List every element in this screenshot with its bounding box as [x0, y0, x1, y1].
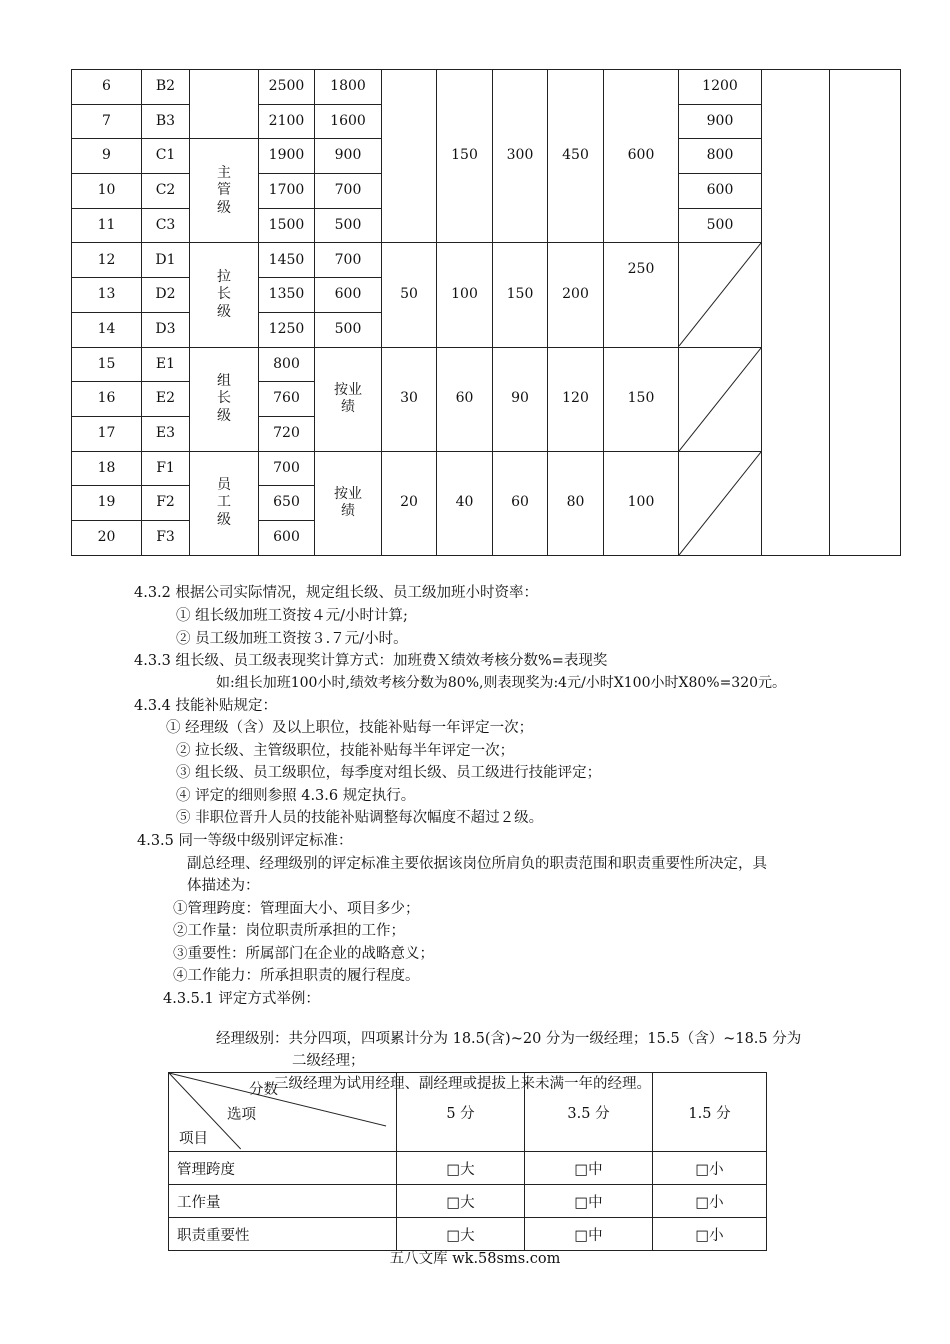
item-label: 职责重要性	[169, 1218, 397, 1251]
base-wage: 1700	[259, 174, 315, 209]
base-wage: 1500	[259, 208, 315, 243]
grade-code: F2	[142, 486, 190, 521]
diagonal-header	[169, 1073, 397, 1152]
performance-basis-text: 按业	[334, 381, 362, 398]
text-line: ④工作能力：所承担职责的履行程度。	[173, 968, 420, 984]
level-char: 工	[217, 494, 231, 511]
empty-column	[830, 70, 901, 556]
text-line: 经理级别：共分四项，四项累计分为 18.5(含)~20 分为一级经理；15.5（含）~18.5 分为	[216, 1031, 802, 1047]
diagonal-cell	[679, 347, 762, 451]
text-line: 体描述为：	[187, 878, 260, 894]
skill-allowance: 800	[679, 139, 762, 174]
allowance-cell: 60	[493, 451, 548, 555]
performance-basis-text: 绩	[341, 503, 355, 520]
table-row	[169, 1218, 767, 1251]
skill-allowance: 600	[679, 174, 762, 209]
performance-wage: 1600	[315, 104, 382, 139]
row-number: 14	[72, 312, 142, 347]
header-option: 选项	[227, 1107, 256, 1123]
row-number: 13	[72, 278, 142, 313]
allowance-cell: 60	[437, 347, 493, 451]
performance-basis	[315, 451, 382, 555]
level-label	[190, 139, 259, 243]
level-label	[190, 347, 259, 451]
footer-watermark: 五八文库 wk.58sms.com	[389, 1251, 561, 1267]
row-number: 11	[72, 208, 142, 243]
grade-code: C1	[142, 139, 190, 174]
grade-code: B3	[142, 104, 190, 139]
performance-basis-text: 按业	[334, 485, 362, 502]
allowance-cell: 100	[604, 451, 679, 555]
level-char: 长	[217, 390, 231, 407]
checkbox-option[interactable]: □小	[653, 1218, 767, 1251]
header-score: 分数	[249, 1082, 278, 1098]
row-number: 12	[72, 243, 142, 278]
grade-code: E3	[142, 416, 190, 451]
allowance-cell: 100	[437, 243, 493, 347]
checkbox-option[interactable]: □小	[653, 1152, 767, 1185]
text-line: ② 拉长级、主管级职位，技能补贴每半年评定一次；	[176, 743, 515, 759]
text-line: ② 员工级加班工资按３.７元/小时。	[176, 631, 408, 647]
row-number: 20	[72, 520, 142, 555]
base-wage: 1900	[259, 139, 315, 174]
text-line: 副总经理、经理级别的评定标准主要依据该岗位所肩负的职责范围和职责重要性所决定，具	[187, 856, 767, 872]
grade-code: C2	[142, 174, 190, 209]
text-line: 如:组长加班100小时,绩效考核分数为80%,则表现奖为:4元/小时X100小时X80%=320元。	[216, 675, 787, 691]
section-4-3-3: 4.3.3 组长级、员工级表现奖计算方式：加班费Ｘ绩效考核分数%=表现奖	[134, 653, 608, 669]
base-wage: 760	[259, 382, 315, 417]
text-line: ③重要性：所属部门在企业的战略意义；	[173, 946, 434, 962]
text-line: ⑤ 非职位晋升人员的技能补贴调整每次幅度不超过２级。	[176, 810, 544, 826]
empty-column	[762, 70, 830, 556]
allowance-cell: 30	[382, 347, 437, 451]
grade-code: D3	[142, 312, 190, 347]
level-char: 组	[217, 372, 231, 389]
checkbox-option[interactable]: □大	[397, 1152, 525, 1185]
performance-wage: 1800	[315, 70, 382, 105]
performance-basis-text: 绩	[341, 399, 355, 416]
wage-table	[71, 69, 901, 556]
performance-wage: 900	[315, 139, 382, 174]
level-char: 长	[217, 286, 231, 303]
header-item: 项目	[179, 1131, 208, 1147]
item-label: 管理跨度	[169, 1152, 397, 1185]
allowance-cell: 120	[548, 347, 604, 451]
checkbox-option[interactable]: □小	[653, 1185, 767, 1218]
base-wage: 1450	[259, 243, 315, 278]
text-line: 三级经理为试用经理、副经理或提拔上来未满一年的经理。	[274, 1076, 651, 1092]
level-char: 管	[217, 182, 231, 199]
skill-allowance: 500	[679, 208, 762, 243]
row-number: 15	[72, 347, 142, 382]
performance-wage: 700	[315, 243, 382, 278]
performance-wage: 700	[315, 174, 382, 209]
grade-code: E1	[142, 347, 190, 382]
level-char: 主	[217, 164, 231, 181]
section-4-3-5-1: 4.3.5.1 评定方式举例：	[163, 991, 320, 1007]
level-char: 拉	[217, 268, 231, 285]
table-row	[169, 1152, 767, 1185]
performance-basis	[315, 347, 382, 451]
grade-code: F1	[142, 451, 190, 486]
base-wage: 1250	[259, 312, 315, 347]
allowance-cell	[382, 70, 437, 243]
section-4-3-2: 4.3.2 根据公司实际情况，规定组长级、员工级加班小时资率：	[134, 585, 539, 601]
diagonal-cell	[679, 243, 762, 347]
level-label	[190, 451, 259, 555]
diagonal-cell	[679, 451, 762, 555]
checkbox-option[interactable]: □中	[525, 1152, 653, 1185]
base-wage: 600	[259, 520, 315, 555]
grade-code: D1	[142, 243, 190, 278]
checkbox-option[interactable]: □中	[525, 1218, 653, 1251]
skill-allowance: 900	[679, 104, 762, 139]
level-char: 级	[217, 407, 231, 424]
section-4-3-5: 4.3.5 同一等级中级别评定标准：	[137, 833, 353, 849]
row-number: 16	[72, 382, 142, 417]
checkbox-option[interactable]: □中	[525, 1185, 653, 1218]
level-char: 级	[217, 199, 231, 216]
performance-wage: 600	[315, 278, 382, 313]
evaluation-table	[168, 1072, 767, 1251]
grade-code: F3	[142, 520, 190, 555]
header-3-5: 3.5 分	[525, 1073, 653, 1152]
allowance-cell: 250	[604, 243, 679, 347]
level-char: 级	[217, 303, 231, 320]
table-row	[72, 70, 901, 105]
base-wage: 2100	[259, 104, 315, 139]
row-number: 9	[72, 139, 142, 174]
item-label: 工作量	[169, 1185, 397, 1218]
header-1-5: 1.5 分	[653, 1073, 767, 1152]
grade-code: B2	[142, 70, 190, 105]
allowance-cell: 150	[437, 70, 493, 243]
table-header-row	[169, 1073, 767, 1152]
allowance-cell: 300	[493, 70, 548, 243]
performance-wage: 500	[315, 312, 382, 347]
text-line: 二级经理；	[292, 1053, 365, 1069]
text-line: ① 经理级（含）及以上职位，技能补贴每一年评定一次；	[166, 720, 534, 736]
header-5: 5 分	[397, 1073, 525, 1152]
performance-wage: 500	[315, 208, 382, 243]
base-wage: 650	[259, 486, 315, 521]
allowance-cell: 450	[548, 70, 604, 243]
grade-code: E2	[142, 382, 190, 417]
grade-code: C3	[142, 208, 190, 243]
row-number: 7	[72, 104, 142, 139]
text-line: ②工作量：岗位职责所承担的工作；	[173, 923, 405, 939]
text-line: ③ 组长级、员工级职位，每季度对组长级、员工级进行技能评定；	[176, 765, 602, 781]
allowance-cell: 50	[382, 243, 437, 347]
section-4-3-4: 4.3.4 技能补贴规定：	[134, 698, 278, 714]
checkbox-option[interactable]: □大	[397, 1185, 525, 1218]
level-cell	[190, 70, 259, 139]
allowance-cell: 600	[604, 70, 679, 243]
allowance-cell: 20	[382, 451, 437, 555]
checkbox-option[interactable]: □大	[397, 1218, 525, 1251]
row-number: 10	[72, 174, 142, 209]
level-char: 级	[217, 511, 231, 528]
level-char: 员	[217, 476, 231, 493]
allowance-cell: 200	[548, 243, 604, 347]
text-line: ①管理跨度：管理面大小、项目多少；	[173, 901, 420, 917]
grade-code: D2	[142, 278, 190, 313]
allowance-cell: 80	[548, 451, 604, 555]
allowance-cell: 40	[437, 451, 493, 555]
row-number: 18	[72, 451, 142, 486]
text-line: ① 组长级加班工资按４元/小时计算;	[176, 608, 408, 624]
base-wage: 1350	[259, 278, 315, 313]
row-number: 19	[72, 486, 142, 521]
allowance-cell: 150	[493, 243, 548, 347]
base-wage: 720	[259, 416, 315, 451]
row-number: 6	[72, 70, 142, 105]
level-label	[190, 243, 259, 347]
allowance-cell: 90	[493, 347, 548, 451]
table-row	[169, 1185, 767, 1218]
skill-allowance: 1200	[679, 70, 762, 105]
text-line: ④ 评定的细则参照 4.3.6 规定执行。	[176, 788, 416, 804]
row-number: 17	[72, 416, 142, 451]
base-wage: 800	[259, 347, 315, 382]
base-wage: 2500	[259, 70, 315, 105]
base-wage: 700	[259, 451, 315, 486]
allowance-cell: 150	[604, 347, 679, 451]
